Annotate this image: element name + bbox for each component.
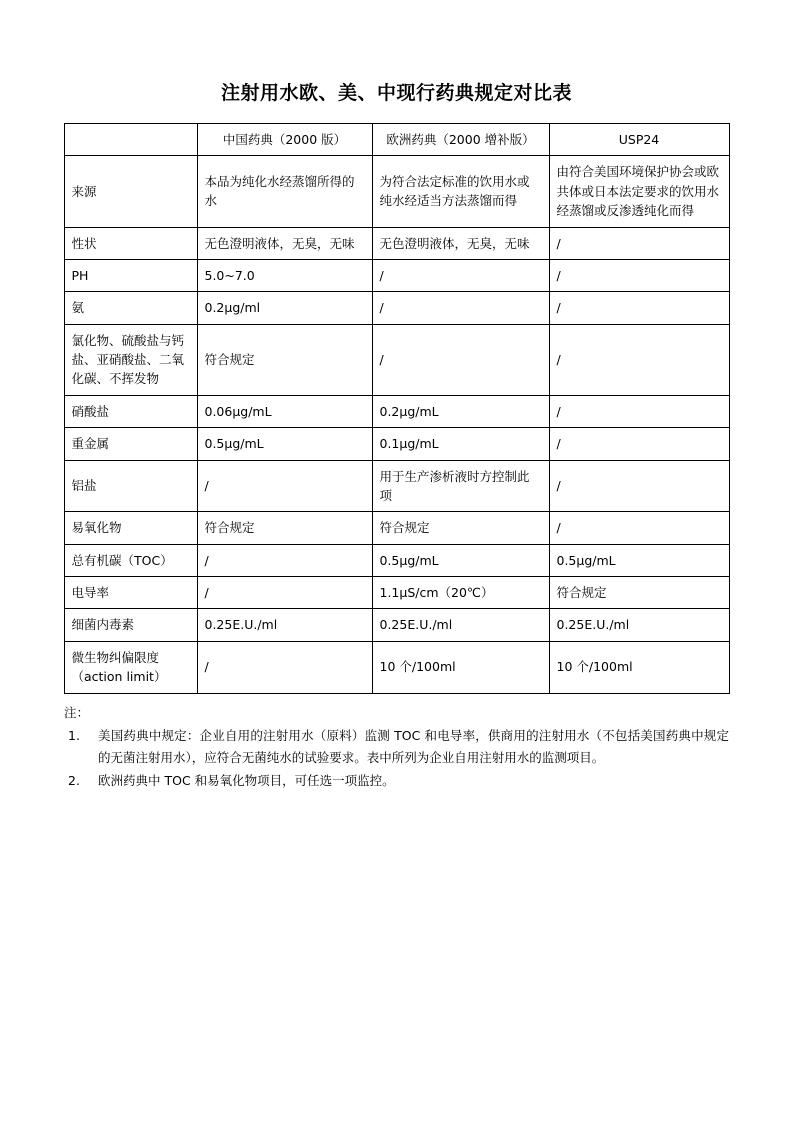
cell-cn: 5.0~7.0 xyxy=(197,259,372,291)
table-row xyxy=(64,227,729,259)
table-row xyxy=(64,641,729,693)
cell-cn: 0.06μg/mL xyxy=(197,395,372,427)
table-row xyxy=(64,609,729,641)
row-label: 微生物纠偏限度（action limit） xyxy=(64,641,197,693)
row-label: 细菌内毒素 xyxy=(64,609,197,641)
cell-us: 由符合美国环境保护协会或欧共体或日本法定要求的饮用水经蒸馏或反渗透纯化而得 xyxy=(549,156,729,227)
cell-cn: / xyxy=(197,641,372,693)
table-row xyxy=(64,577,729,609)
cell-eu: 0.5μg/mL xyxy=(372,544,549,576)
table-row xyxy=(64,544,729,576)
cell-us: 0.25E.U./ml xyxy=(549,609,729,641)
cell-cn: / xyxy=(197,577,372,609)
row-label: 氯化物、硫酸盐与钙盐、亚硝酸盐、二氧化碳、不挥发物 xyxy=(64,324,197,395)
note-number: 1. xyxy=(68,728,80,744)
table-row xyxy=(64,156,729,227)
row-label: 氨 xyxy=(64,292,197,324)
cell-us: / xyxy=(549,324,729,395)
cell-us: / xyxy=(549,428,729,460)
row-label: 总有机碳（TOC） xyxy=(64,544,197,576)
cell-us: / xyxy=(549,395,729,427)
row-label: 重金属 xyxy=(64,428,197,460)
row-label: PH xyxy=(64,259,197,291)
cell-us: 0.5μg/mL xyxy=(549,544,729,576)
row-label: 硝酸盐 xyxy=(64,395,197,427)
cell-us: 符合规定 xyxy=(549,577,729,609)
cell-eu: / xyxy=(372,292,549,324)
notes-label: 注： xyxy=(64,704,90,720)
cell-us: / xyxy=(549,460,729,512)
table-row xyxy=(64,428,729,460)
cell-us: 10 个/100ml xyxy=(549,641,729,693)
table-row xyxy=(64,259,729,291)
note-text: 美国药典中规定：企业自用的注射用水（原料）监测 TOC 和电导率，供商用的注射用水（不包括美国药典中规定的无菌注射用水），应符合无菌纯水的试验要求。表中所列为企业自用注射用水的监测项目。 xyxy=(98,728,729,766)
cell-cn: 符合规定 xyxy=(197,324,372,395)
row-label: 来源 xyxy=(64,156,197,227)
cell-cn: 本品为纯化水经蒸馏所得的水 xyxy=(197,156,372,227)
cell-cn: / xyxy=(197,544,372,576)
row-label: 电导率 xyxy=(64,577,197,609)
note-text: 欧洲药典中 TOC 和易氧化物项目，可任选一项监控。 xyxy=(98,773,395,789)
cell-cn: 0.5μg/mL xyxy=(197,428,372,460)
cell-us: / xyxy=(549,512,729,544)
cell-eu: / xyxy=(372,259,549,291)
cell-eu: 0.2μg/mL xyxy=(372,395,549,427)
cell-us: / xyxy=(549,259,729,291)
cell-cn: 符合规定 xyxy=(197,512,372,544)
comparison-table xyxy=(64,123,730,694)
table-row xyxy=(64,292,729,324)
cell-eu: 符合规定 xyxy=(372,512,549,544)
cell-cn: 0.2μg/ml xyxy=(197,292,372,324)
list-item xyxy=(64,725,729,769)
table-header-us: USP24 xyxy=(549,124,729,156)
cell-eu: 0.25E.U./ml xyxy=(372,609,549,641)
row-label: 易氧化物 xyxy=(64,512,197,544)
table-row xyxy=(64,512,729,544)
cell-eu: 0.1μg/mL xyxy=(372,428,549,460)
page-title: 注射用水欧、美、中现行药典规定对比表 xyxy=(220,82,572,104)
table-row xyxy=(64,395,729,427)
cell-cn: 无色澄明液体，无臭，无味 xyxy=(197,227,372,259)
table-row xyxy=(64,460,729,512)
table-header-cn: 中国药典（2000 版） xyxy=(197,124,372,156)
cell-eu: 10 个/100ml xyxy=(372,641,549,693)
cell-us: / xyxy=(549,227,729,259)
list-item xyxy=(64,770,729,792)
notes-section xyxy=(64,702,729,793)
table-header-item xyxy=(64,124,197,156)
row-label: 铝盐 xyxy=(64,460,197,512)
row-label: 性状 xyxy=(64,227,197,259)
table-row xyxy=(64,324,729,395)
cell-eu: / xyxy=(372,324,549,395)
cell-eu: 为符合法定标准的饮用水或纯水经适当方法蒸馏而得 xyxy=(372,156,549,227)
cell-us: / xyxy=(549,292,729,324)
cell-eu: 无色澄明液体，无臭，无味 xyxy=(372,227,549,259)
cell-eu: 1.1μS/cm（20℃） xyxy=(372,577,549,609)
cell-cn: 0.25E.U./ml xyxy=(197,609,372,641)
cell-eu: 用于生产渗析液时方控制此项 xyxy=(372,460,549,512)
table-header-row xyxy=(64,124,729,156)
table-header-eu: 欧洲药典（2000 增补版） xyxy=(372,124,549,156)
note-number: 2. xyxy=(68,773,80,789)
cell-cn: / xyxy=(197,460,372,512)
notes-list xyxy=(64,725,729,792)
